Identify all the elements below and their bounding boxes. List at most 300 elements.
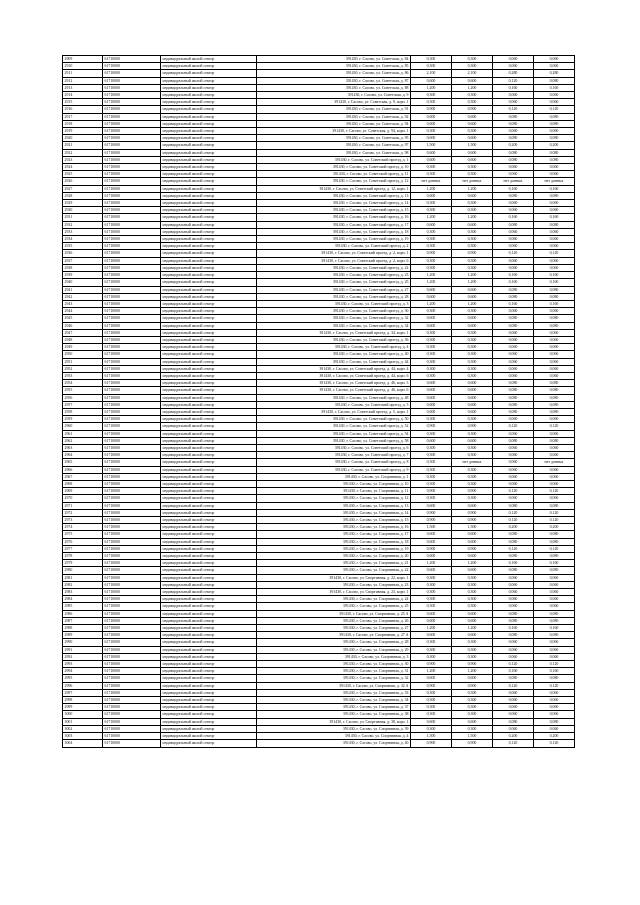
value-4-cell: 0,160 xyxy=(534,185,575,192)
value-4-cell: 0,060 xyxy=(534,63,575,70)
value-1-cell: 0,600 xyxy=(411,567,452,574)
address-cell: 391430, г. Сасово, ул. Советский проезд, д. 12, корп. 1 xyxy=(257,185,411,192)
table-row xyxy=(63,632,575,639)
value-1-cell: 0,300 xyxy=(411,128,452,135)
value-1-cell: 0,300 xyxy=(411,459,452,466)
value-1-cell: 0,300 xyxy=(411,207,452,214)
value-2-cell: нет данных xyxy=(452,459,493,466)
value-1-cell: 0,300 xyxy=(411,243,452,250)
value-4-cell: 0,060 xyxy=(534,128,575,135)
value-4-cell: 0,120 xyxy=(534,740,575,747)
value-1-cell: 0,300 xyxy=(411,711,452,718)
value-4-cell: 0,060 xyxy=(534,56,575,63)
row-number-cell: 2930 xyxy=(63,207,103,214)
value-1-cell: 0,900 xyxy=(411,682,452,689)
value-3-cell: 0,080 xyxy=(493,192,534,199)
value-3-cell: 0,160 xyxy=(493,185,534,192)
sector-type-cell: индивидуальный жилой сектор xyxy=(161,653,257,660)
value-4-cell: 0,080 xyxy=(534,113,575,120)
value-3-cell: 0,060 xyxy=(493,466,534,473)
oktmo-code-cell: 61710000 xyxy=(103,495,161,502)
value-3-cell: 0,120 xyxy=(493,488,534,495)
oktmo-code-cell: 61710000 xyxy=(103,574,161,581)
address-cell: 391430, г. Сасово, ул. Советский проезд, д. 18 xyxy=(257,228,411,235)
value-2-cell: 0,600 xyxy=(452,437,493,444)
value-1-cell: 1,500 xyxy=(411,142,452,149)
sector-type-cell: индивидуальный жилой сектор xyxy=(161,372,257,379)
value-1-cell: 0,600 xyxy=(411,286,452,293)
oktmo-code-cell: 61710000 xyxy=(103,106,161,113)
address-cell: 391430, г. Сасово, ул. Советский проезд, д. 52 xyxy=(257,423,411,430)
oktmo-code-cell: 61710000 xyxy=(103,581,161,588)
row-number-cell: 2971 xyxy=(63,502,103,509)
address-cell: 391430, г. Сасово, ул. Советский проезд, д. 1 xyxy=(257,156,411,163)
value-1-cell: 0,600 xyxy=(411,617,452,624)
value-1-cell: 0,300 xyxy=(411,358,452,365)
table-row xyxy=(63,697,575,704)
table-row xyxy=(63,733,575,740)
value-3-cell: 0,120 xyxy=(493,250,534,257)
sector-type-cell: индивидуальный жилой сектор xyxy=(161,466,257,473)
sector-type-cell: индивидуальный жилой сектор xyxy=(161,164,257,171)
table-row xyxy=(63,120,575,127)
value-2-cell: 0,300 xyxy=(452,128,493,135)
value-3-cell: 0,060 xyxy=(493,99,534,106)
row-number-cell: 2950 xyxy=(63,351,103,358)
table-row xyxy=(63,70,575,77)
value-4-cell: 0,080 xyxy=(534,502,575,509)
oktmo-code-cell: 61710000 xyxy=(103,473,161,480)
row-number-cell: 2935 xyxy=(63,243,103,250)
table-row xyxy=(63,567,575,574)
value-4-cell: 0,080 xyxy=(534,531,575,538)
value-4-cell: 0,080 xyxy=(534,149,575,156)
oktmo-code-cell: 61710000 xyxy=(103,365,161,372)
value-1-cell: 0,600 xyxy=(411,675,452,682)
value-2-cell: 0,300 xyxy=(452,99,493,106)
address-cell: 391430, г. Сасово, ул. Советский проезд, д. 34 xyxy=(257,322,411,329)
value-2-cell: 0,300 xyxy=(452,466,493,473)
value-1-cell: 1,200 xyxy=(411,668,452,675)
address-cell: 391430, г. Сасово, ул. Спортивная, д. 20 xyxy=(257,553,411,560)
value-2-cell: 0,600 xyxy=(452,718,493,725)
value-4-cell: 0,080 xyxy=(534,408,575,415)
value-1-cell: 1,200 xyxy=(411,185,452,192)
table-row xyxy=(63,56,575,63)
value-4-cell: 0,160 xyxy=(534,668,575,675)
value-3-cell: 0,080 xyxy=(493,567,534,574)
row-number-cell: 2980 xyxy=(63,567,103,574)
value-2-cell: 0,300 xyxy=(452,351,493,358)
value-4-cell: 0,060 xyxy=(534,308,575,315)
oktmo-code-cell: 61710000 xyxy=(103,596,161,603)
oktmo-code-cell: 61710000 xyxy=(103,610,161,617)
value-2-cell: 0,900 xyxy=(452,661,493,668)
table-row xyxy=(63,603,575,610)
value-3-cell: 0,080 xyxy=(493,610,534,617)
value-4-cell: 0,060 xyxy=(534,365,575,372)
value-1-cell: 0,300 xyxy=(411,344,452,351)
value-2-cell: 0,300 xyxy=(452,711,493,718)
sector-type-cell: индивидуальный жилой сектор xyxy=(161,380,257,387)
value-2-cell: 0,600 xyxy=(452,387,493,394)
value-2-cell: 0,300 xyxy=(452,92,493,99)
table-row xyxy=(63,502,575,509)
oktmo-code-cell: 61710000 xyxy=(103,250,161,257)
value-2-cell: 0,300 xyxy=(452,358,493,365)
row-number-cell: 2912 xyxy=(63,77,103,84)
sector-type-cell: индивидуальный жилой сектор xyxy=(161,711,257,718)
value-4-cell: 0,080 xyxy=(534,394,575,401)
value-1-cell: 0,900 xyxy=(411,661,452,668)
value-3-cell: 0,120 xyxy=(493,77,534,84)
value-1-cell: 0,300 xyxy=(411,228,452,235)
row-number-cell: 2972 xyxy=(63,509,103,516)
value-4-cell: 0,060 xyxy=(534,336,575,343)
value-1-cell: 0,300 xyxy=(411,236,452,243)
address-cell: 391430, г. Сасово, ул. Советская, д. 94, корп. 1 xyxy=(257,128,411,135)
sector-type-cell: индивидуальный жилой сектор xyxy=(161,365,257,372)
value-1-cell: 0,300 xyxy=(411,200,452,207)
value-1-cell: 0,300 xyxy=(411,416,452,423)
address-cell: 391430, г. Сасово, ул. Советский проезд, д. 10 xyxy=(257,164,411,171)
value-4-cell: 0,080 xyxy=(534,286,575,293)
value-2-cell: 0,300 xyxy=(452,171,493,178)
oktmo-code-cell: 61710000 xyxy=(103,84,161,91)
value-2-cell: 0,300 xyxy=(452,697,493,704)
row-number-cell: 2969 xyxy=(63,488,103,495)
value-2-cell: 0,300 xyxy=(452,581,493,588)
value-4-cell: 0,080 xyxy=(534,221,575,228)
value-2-cell: 0,300 xyxy=(452,365,493,372)
row-number-cell: 2957 xyxy=(63,401,103,408)
oktmo-code-cell: 61710000 xyxy=(103,689,161,696)
value-3-cell: 0,060 xyxy=(493,228,534,235)
value-2-cell: 0,300 xyxy=(452,639,493,646)
sector-type-cell: индивидуальный жилой сектор xyxy=(161,452,257,459)
sector-type-cell: индивидуальный жилой сектор xyxy=(161,264,257,271)
address-cell: 391430, г. Сасово, ул. Советская, д. 95 xyxy=(257,135,411,142)
value-1-cell: 0,600 xyxy=(411,315,452,322)
address-cell: 391430, г. Сасово, ул. Спортивная, д. 24 xyxy=(257,596,411,603)
value-4-cell: 0,160 xyxy=(534,272,575,279)
table-row xyxy=(63,365,575,372)
value-4-cell: 0,080 xyxy=(534,553,575,560)
table-row xyxy=(63,517,575,524)
row-number-cell: 2996 xyxy=(63,682,103,689)
value-4-cell: 0,080 xyxy=(534,135,575,142)
value-2-cell: 0,900 xyxy=(452,682,493,689)
table-row xyxy=(63,358,575,365)
oktmo-code-cell: 61710000 xyxy=(103,243,161,250)
sector-type-cell: индивидуальный жилой сектор xyxy=(161,308,257,315)
table-row xyxy=(63,106,575,113)
value-3-cell: 0,060 xyxy=(493,257,534,264)
table-row xyxy=(63,156,575,163)
address-cell: 391430, г. Сасово, ул. Спортивная, д. 29 xyxy=(257,646,411,653)
sector-type-cell: индивидуальный жилой сектор xyxy=(161,682,257,689)
value-3-cell: 0,120 xyxy=(493,517,534,524)
oktmo-code-cell: 61710000 xyxy=(103,178,161,185)
table-row xyxy=(63,99,575,106)
sector-type-cell: индивидуальный жилой сектор xyxy=(161,279,257,286)
value-3-cell: 0,080 xyxy=(493,135,534,142)
value-3-cell: 0,080 xyxy=(493,315,534,322)
oktmo-code-cell: 61710000 xyxy=(103,682,161,689)
row-number-cell: 2914 xyxy=(63,92,103,99)
value-4-cell: 0,060 xyxy=(534,704,575,711)
oktmo-code-cell: 61710000 xyxy=(103,185,161,192)
row-number-cell: 2990 xyxy=(63,639,103,646)
address-cell: 391430, г. Сасово, ул. Советский проезд, д. 28 xyxy=(257,293,411,300)
address-cell: 391430, г. Сасово, ул. Спортивная, д. 11 xyxy=(257,488,411,495)
value-4-cell: 0,080 xyxy=(534,632,575,639)
sector-type-cell: индивидуальный жилой сектор xyxy=(161,329,257,336)
value-2-cell: 0,300 xyxy=(452,344,493,351)
value-2-cell: 0,600 xyxy=(452,293,493,300)
address-cell: 391430, г. Сасово, ул. Спортивная, д. 38, корп. 1 xyxy=(257,718,411,725)
value-2-cell: 0,900 xyxy=(452,545,493,552)
value-3-cell: 0,060 xyxy=(493,639,534,646)
table-row xyxy=(63,459,575,466)
sector-type-cell: индивидуальный жилой сектор xyxy=(161,502,257,509)
value-1-cell: 0,600 xyxy=(411,531,452,538)
value-4-cell: 0,060 xyxy=(534,264,575,271)
value-3-cell: 0,160 xyxy=(493,279,534,286)
value-1-cell: 1,200 xyxy=(411,279,452,286)
sector-type-cell: индивидуальный жилой сектор xyxy=(161,430,257,437)
row-number-cell: 3000 xyxy=(63,711,103,718)
value-3-cell: 0,160 xyxy=(493,300,534,307)
table-row xyxy=(63,401,575,408)
table-row xyxy=(63,92,575,99)
address-cell: 391430, г. Сасово, ул. Советский проезд, д. 16 xyxy=(257,214,411,221)
row-number-cell: 2992 xyxy=(63,653,103,660)
address-cell: 391430, г. Сасово, ул. Советский проезд, д. 2 xyxy=(257,243,411,250)
sector-type-cell: индивидуальный жилой сектор xyxy=(161,567,257,574)
sector-type-cell: индивидуальный жилой сектор xyxy=(161,344,257,351)
value-2-cell: 0,300 xyxy=(452,452,493,459)
oktmo-code-cell: 61710000 xyxy=(103,120,161,127)
address-cell: 391430, г. Сасово, ул. Советская, д. 92 xyxy=(257,113,411,120)
value-1-cell: 0,300 xyxy=(411,308,452,315)
table-row xyxy=(63,625,575,632)
value-4-cell: 0,120 xyxy=(534,661,575,668)
value-1-cell: 0,300 xyxy=(411,473,452,480)
oktmo-code-cell: 61710000 xyxy=(103,293,161,300)
address-cell: 391430, г. Сасово, ул. Советский проезд, д. 12 xyxy=(257,178,411,185)
oktmo-code-cell: 61710000 xyxy=(103,401,161,408)
row-number-cell: 2911 xyxy=(63,70,103,77)
row-number-cell: 2928 xyxy=(63,192,103,199)
table-row xyxy=(63,675,575,682)
value-2-cell: 1,200 xyxy=(452,300,493,307)
value-2-cell: 0,300 xyxy=(452,589,493,596)
oktmo-code-cell: 61710000 xyxy=(103,329,161,336)
oktmo-code-cell: 61710000 xyxy=(103,315,161,322)
address-cell: 391430, г. Сасово, ул. Советский проезд, д. 13 xyxy=(257,192,411,199)
value-3-cell: 0,060 xyxy=(493,430,534,437)
oktmo-code-cell: 61710000 xyxy=(103,625,161,632)
value-1-cell: 0,600 xyxy=(411,221,452,228)
sector-type-cell: индивидуальный жилой сектор xyxy=(161,661,257,668)
table-row xyxy=(63,639,575,646)
value-3-cell: 0,060 xyxy=(493,725,534,732)
table-row xyxy=(63,423,575,430)
sector-type-cell: индивидуальный жилой сектор xyxy=(161,77,257,84)
value-2-cell: 1,500 xyxy=(452,733,493,740)
address-cell: 391430, г. Сасово, ул. Спортивная, д. 16 xyxy=(257,524,411,531)
oktmo-code-cell: 61710000 xyxy=(103,740,161,747)
table-row xyxy=(63,617,575,624)
row-number-cell: 2963 xyxy=(63,444,103,451)
table-row xyxy=(63,452,575,459)
row-number-cell: 2916 xyxy=(63,106,103,113)
oktmo-code-cell: 61710000 xyxy=(103,632,161,639)
value-3-cell: 0,060 xyxy=(493,689,534,696)
value-2-cell: 1,200 xyxy=(452,625,493,632)
address-cell: 391430, г. Сасово, ул. Спортивная, д. 34 xyxy=(257,697,411,704)
address-cell: 391430, г. Сасово, ул. Советский проезд, д. 40 xyxy=(257,351,411,358)
value-3-cell: 0,060 xyxy=(493,171,534,178)
row-number-cell: 2921 xyxy=(63,142,103,149)
value-3-cell: 0,060 xyxy=(493,236,534,243)
sector-type-cell: индивидуальный жилой сектор xyxy=(161,185,257,192)
value-4-cell: 0,060 xyxy=(534,228,575,235)
oktmo-code-cell: 61710000 xyxy=(103,380,161,387)
table-row xyxy=(63,689,575,696)
address-cell: 391430, г. Сасово, ул. Советская, д. 85 xyxy=(257,63,411,70)
address-cell: 391430, г. Сасово, ул. Советская, д. 91 xyxy=(257,106,411,113)
address-cell: 391430, г. Сасово, ул. Советский проезд, д. 22 xyxy=(257,264,411,271)
table-row xyxy=(63,113,575,120)
sector-type-cell: индивидуальный жилой сектор xyxy=(161,646,257,653)
value-1-cell: 0,300 xyxy=(411,596,452,603)
value-1-cell: 1,200 xyxy=(411,300,452,307)
value-1-cell: 0,300 xyxy=(411,430,452,437)
value-3-cell: 0,120 xyxy=(493,661,534,668)
table-row xyxy=(63,444,575,451)
sector-type-cell: индивидуальный жилой сектор xyxy=(161,560,257,567)
table-row xyxy=(63,344,575,351)
table-row xyxy=(63,653,575,660)
sector-type-cell: индивидуальный жилой сектор xyxy=(161,480,257,487)
table-row xyxy=(63,466,575,473)
row-number-cell: 2923 xyxy=(63,156,103,163)
value-3-cell: нет данных xyxy=(493,178,534,185)
value-3-cell: 0,080 xyxy=(493,293,534,300)
address-cell: 391430, г. Сасово, ул. Спортивная, д. 27 xyxy=(257,625,411,632)
sector-type-cell: индивидуальный жилой сектор xyxy=(161,128,257,135)
value-1-cell: 0,300 xyxy=(411,264,452,271)
value-4-cell: 0,060 xyxy=(534,725,575,732)
value-2-cell: 0,300 xyxy=(452,372,493,379)
oktmo-code-cell: 61710000 xyxy=(103,466,161,473)
row-number-cell: 2937 xyxy=(63,257,103,264)
value-1-cell: 0,300 xyxy=(411,639,452,646)
table-row xyxy=(63,336,575,343)
address-cell: 391430, г. Сасово, ул. Советский проезд, д. 36 xyxy=(257,336,411,343)
row-number-cell: 2934 xyxy=(63,236,103,243)
value-2-cell: 0,600 xyxy=(452,610,493,617)
address-cell: 391430, г. Сасово, ул. Советская, д. 9, корп. 1 xyxy=(257,99,411,106)
value-2-cell: 0,600 xyxy=(452,286,493,293)
value-3-cell: 0,200 xyxy=(493,142,534,149)
value-2-cell: 0,600 xyxy=(452,675,493,682)
table-row xyxy=(63,711,575,718)
oktmo-code-cell: 61710000 xyxy=(103,387,161,394)
value-4-cell: 0,060 xyxy=(534,344,575,351)
oktmo-code-cell: 61710000 xyxy=(103,279,161,286)
row-number-cell: 2987 xyxy=(63,617,103,624)
value-2-cell: 0,300 xyxy=(452,430,493,437)
row-number-cell: 2967 xyxy=(63,473,103,480)
value-1-cell: 0,600 xyxy=(411,610,452,617)
table-row xyxy=(63,553,575,560)
value-4-cell: 0,060 xyxy=(534,596,575,603)
oktmo-code-cell: 61710000 xyxy=(103,300,161,307)
value-3-cell: 0,120 xyxy=(493,682,534,689)
value-1-cell: 0,900 xyxy=(411,509,452,516)
sector-type-cell: индивидуальный жилой сектор xyxy=(161,704,257,711)
value-2-cell: 0,600 xyxy=(452,315,493,322)
sector-type-cell: индивидуальный жилой сектор xyxy=(161,718,257,725)
value-3-cell: 0,060 xyxy=(493,653,534,660)
value-1-cell: 0,600 xyxy=(411,149,452,156)
value-4-cell: 0,060 xyxy=(534,430,575,437)
address-cell: 391430, г. Сасово, ул. Советский проезд, д. 48 xyxy=(257,394,411,401)
value-4-cell: 0,060 xyxy=(534,236,575,243)
oktmo-code-cell: 61710000 xyxy=(103,272,161,279)
row-number-cell: 2941 xyxy=(63,286,103,293)
address-cell: 391430, г. Сасово, ул. Спортивная, д. 25 А xyxy=(257,610,411,617)
value-1-cell: 0,600 xyxy=(411,437,452,444)
sector-type-cell: индивидуальный жилой сектор xyxy=(161,300,257,307)
value-1-cell: 0,900 xyxy=(411,545,452,552)
value-4-cell: 0,060 xyxy=(534,603,575,610)
value-1-cell: 0,600 xyxy=(411,192,452,199)
value-3-cell: 0,120 xyxy=(493,740,534,747)
sector-type-cell: индивидуальный жилой сектор xyxy=(161,524,257,531)
value-3-cell: 0,060 xyxy=(493,495,534,502)
row-number-cell: 2945 xyxy=(63,315,103,322)
value-1-cell: 0,300 xyxy=(411,329,452,336)
row-number-cell: 2946 xyxy=(63,322,103,329)
sector-type-cell: индивидуальный жилой сектор xyxy=(161,387,257,394)
row-number-cell: 2939 xyxy=(63,272,103,279)
value-4-cell: 0,080 xyxy=(534,120,575,127)
address-cell: 391430, г. Сасово, ул. Советский проезд, д. 7 xyxy=(257,452,411,459)
value-2-cell: 0,300 xyxy=(452,596,493,603)
value-2-cell: 0,900 xyxy=(452,509,493,516)
value-4-cell: 0,060 xyxy=(534,416,575,423)
value-4-cell: 0,060 xyxy=(534,164,575,171)
row-number-cell: 2940 xyxy=(63,279,103,286)
value-3-cell: 0,060 xyxy=(493,372,534,379)
row-number-cell: 2979 xyxy=(63,560,103,567)
value-1-cell: 1,200 xyxy=(411,214,452,221)
oktmo-code-cell: 61710000 xyxy=(103,697,161,704)
address-cell: 391430, г. Сасово, ул. Спортивная, д. 12 xyxy=(257,495,411,502)
sector-type-cell: индивидуальный жилой сектор xyxy=(161,632,257,639)
value-2-cell: 0,600 xyxy=(452,380,493,387)
row-number-cell: 2913 xyxy=(63,84,103,91)
oktmo-code-cell: 61710000 xyxy=(103,221,161,228)
table-row xyxy=(63,286,575,293)
address-cell: 391430, г. Сасово, ул. Спортивная, д. 27 А xyxy=(257,632,411,639)
value-3-cell: 0,080 xyxy=(493,553,534,560)
value-2-cell: 0,300 xyxy=(452,646,493,653)
